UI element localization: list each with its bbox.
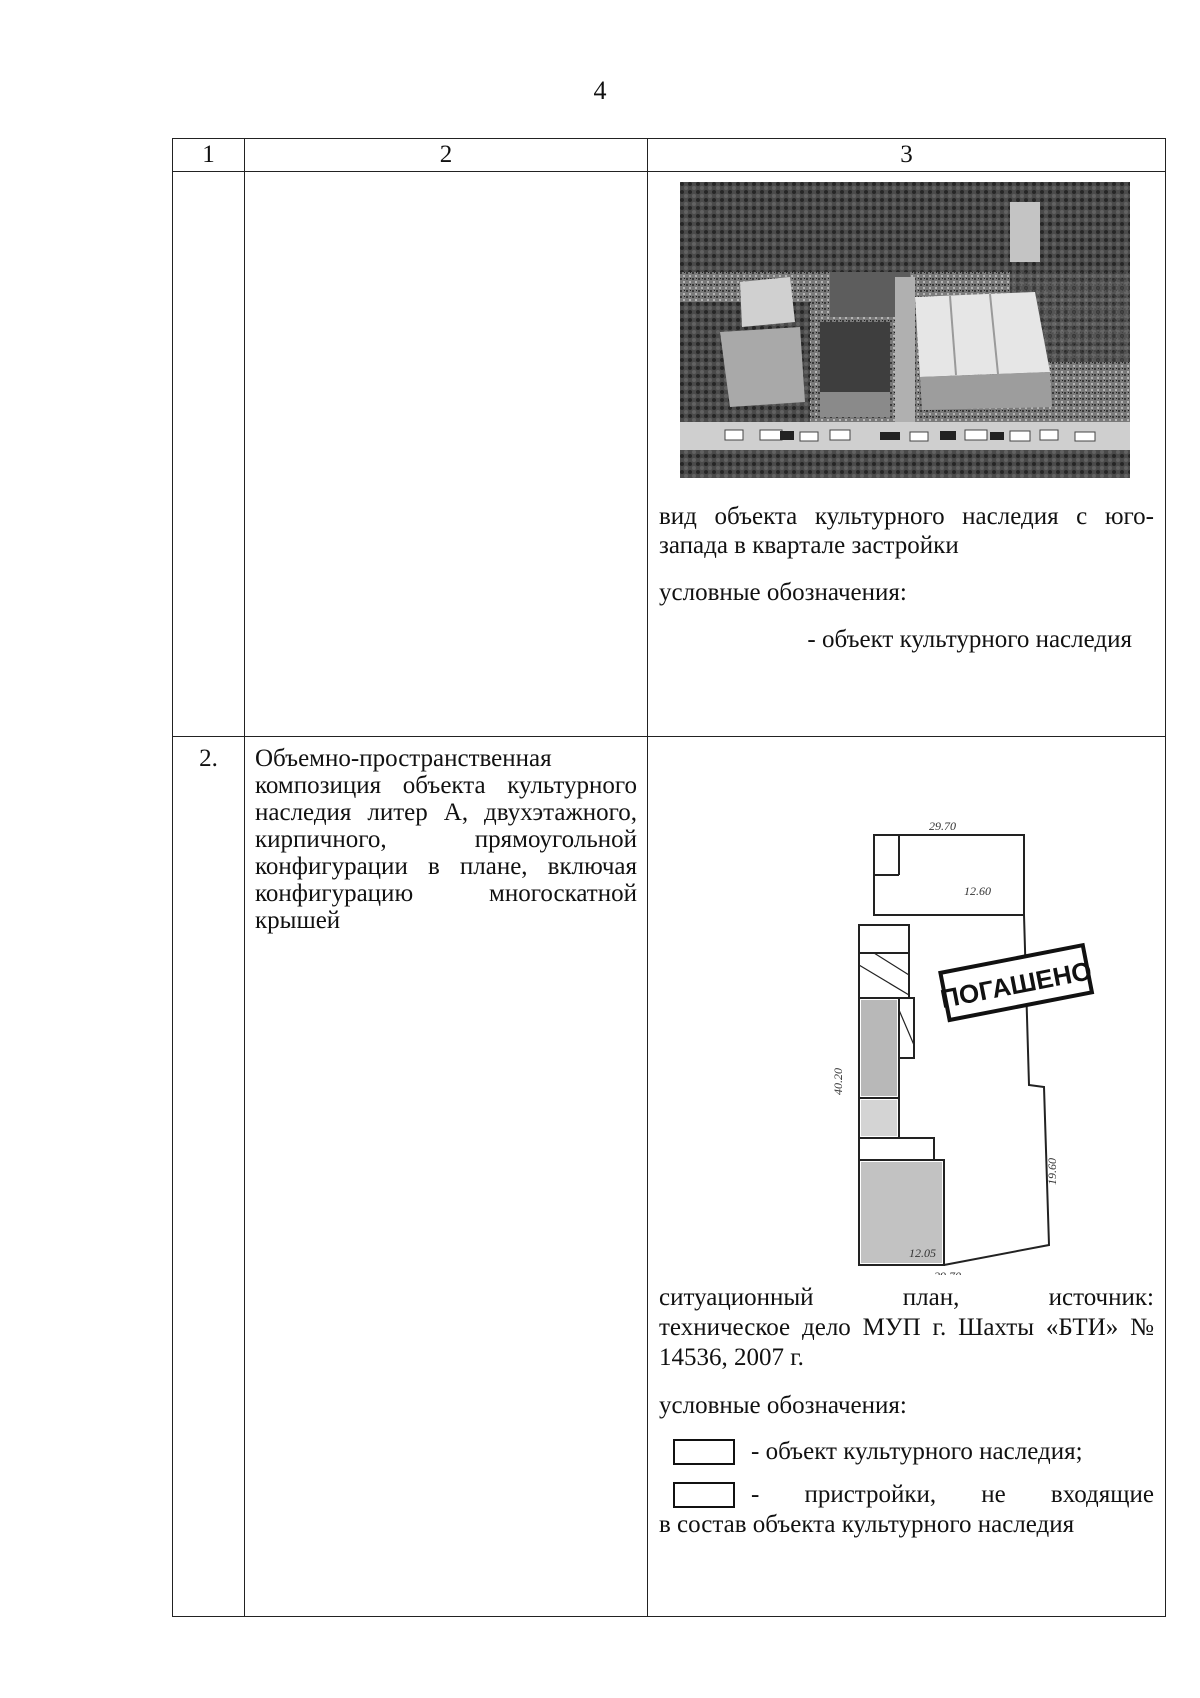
heritage-table	[172, 138, 1166, 1617]
row2-number: 2.	[173, 737, 245, 1617]
legend-box-heritage	[673, 1439, 735, 1465]
aerial-photo-image	[680, 182, 1130, 478]
row1-number-cell	[173, 172, 245, 737]
row2-description: Объемно-пространственная композиция объекта культурного наследия литер А, двухэтажного, кирпичного, прямоугольной конфигурации в плане, включая конфигурацию многоскатной крышей	[245, 737, 648, 1617]
plan-stamp	[936, 945, 1096, 1021]
row2-legend-item-1: - объект культурного наследия;	[659, 1438, 1154, 1466]
svg-text:29.70: 29.70	[929, 819, 956, 833]
header-col-3: 3	[648, 139, 1166, 172]
legend-box-extensions	[673, 1482, 735, 1508]
row2-legend-item-2: - пристройки, не входящие в состав объекта культурного наследия	[659, 1481, 1154, 1538]
svg-text:ПОГАШЕНО: ПОГАШЕНО	[937, 955, 1095, 1014]
row1-legend-item: - объект культурного наследия	[807, 626, 1132, 653]
row1-caption: вид объекта культурного наследия с юго-запада в квартале застройки	[659, 503, 1154, 559]
row2-illustration-cell	[648, 737, 1166, 1617]
svg-text:12.60: 12.60	[964, 884, 991, 898]
table-header-row	[173, 139, 1166, 172]
aerial-photo	[680, 182, 1130, 478]
row2-caption: ситуационный план, источник: техническое дело МУП г. Шахты «БТИ» № 14536, 2007 г.	[659, 1284, 1154, 1371]
situational-plan-drawing	[724, 775, 1124, 1275]
row1-legend-title: условные обозначения:	[659, 579, 907, 606]
svg-text:19.60: 19.60	[1045, 1158, 1059, 1185]
situational-plan	[724, 775, 1124, 1275]
row1-description-cell	[245, 172, 648, 737]
table-row-1	[173, 172, 1166, 737]
table-row-2	[173, 737, 1166, 1617]
header-col-1: 1	[173, 139, 245, 172]
row2-legend-title: условные обозначения:	[659, 1392, 907, 1419]
svg-text:12.05: 12.05	[909, 1246, 936, 1260]
row1-illustration-cell	[648, 172, 1166, 737]
svg-text:40.20: 40.20	[831, 1068, 845, 1095]
page-number: 4	[593, 76, 607, 105]
header-col-2: 2	[245, 139, 648, 172]
